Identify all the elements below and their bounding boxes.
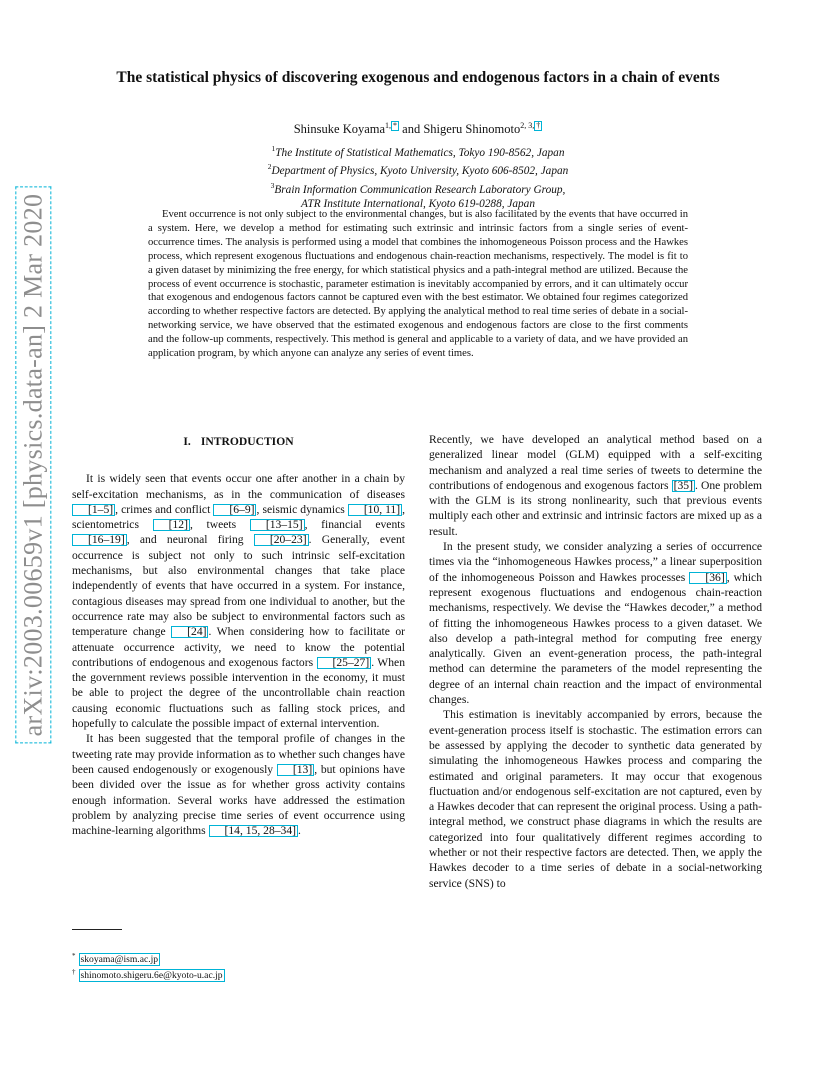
email-link[interactable]: shinomoto.shigeru.6e@kyoto-u.ac.jp — [80, 970, 223, 982]
paper-title: The statistical physics of discovering exogenous and endogenous factors in a chain of events — [116, 69, 720, 86]
citation-link[interactable]: [13–15] — [250, 519, 305, 531]
arxiv-identifier: arXiv:2003.00659v1 [physics.data-an] 2 Mar 2020 — [15, 187, 51, 744]
footnote-link[interactable]: * — [393, 121, 398, 130]
arxiv-identifier-stamp — [4, 193, 62, 737]
citation-link[interactable]: [10, 11] — [348, 504, 402, 516]
author-name: Shigeru Shinomoto — [423, 122, 521, 137]
citation-link[interactable]: [1–5] — [72, 504, 115, 516]
footnotes — [72, 950, 405, 982]
paragraph: In the present study, we consider analyzing a series of occurrence times via the “inhomogeneous Hawkes process,” a linear superposition of the inhomogeneous Poisson and Hawkes processes [36] , which represent exogenous fluctuations and endogenous chain-reaction mechanisms, respectively. We devise the “Hawkes decoder,” a method of fitting the inhomogeneous Hawkes process to a given dataset. We also develop a path-integral method for computing free energy analytically. Given an event-generation process, the path-integral method can determine the parameters of the model representing the degree of an internal chain reaction and the impact of environmental changes. — [429, 540, 762, 707]
left-column — [72, 432, 405, 838]
author-affil-sup: 1, — [385, 121, 392, 130]
citation-link[interactable]: [35] — [673, 478, 693, 492]
author-name: Shinsuke Koyama — [293, 122, 386, 137]
citation-link[interactable]: [24] — [171, 626, 208, 638]
citation-link[interactable]: [36] — [689, 572, 726, 584]
citation-link[interactable]: [16–19] — [72, 534, 127, 546]
abstract: Event occurrence is not only subject to the environmental changes, but is also facilitated by the events that have occurred in a system. Here, we develop a method for estimating such extrinsic and intrinsic factors from a single series of event-occurrence times. The analysis is performed using a model that combines the inhomogeneous Poisson process and the Hawkes process, which represent exogenous fluctuations and endogenous chain-reaction mechanisms, respectively. The model is fit to a given dataset by minimizing the free energy, for which statistical physics and a path-integral method are utilized. Because the process of event occurrence is stochastic, parameter estimation is inevitably accompanied by errors, and it can ultimately occur that exogenous and endogenous factors cannot be captured even with the best estimator. We obtained four regimes categorized according to whether respective factors are detected. By applying the analytical method to real time series of debate in a social-networking service, we have observed that the estimated exogenous and endogenous factors are close to the first comments and the follow-up comments, respectively. This method is general and applicable to a variety of data, and we have provided an application program, by which anyone can analyze any series of event times. — [148, 209, 688, 360]
right-column — [429, 432, 762, 891]
footnote-2: † shinomoto.shigeru.6e@kyoto-u.ac.jp — [72, 968, 223, 982]
paragraph: This estimation is inevitably accompanied by errors, because the event-generation process itself is stochastic. The estimation errors can be assessed by applying the decoder to synthetic data generated by simulating the inhomogeneous Hawkes process and comparing the estimated and original parameters. It may occur that exogenous fluctuation and/or endogenous self-excitation are not captured, even by a Hawkes decoder that can represent the original process. Using a path-integral method, we construct phase diagrams in which the results are categorized into four qualitatively different regimes according to whether or not their respective factors are detected. Then, we apply the Hawkes decoder to a time series of debate in a social-networking service (SNS) to — [429, 708, 762, 890]
footnote-link[interactable]: † — [536, 121, 541, 130]
citation-link[interactable]: [20–23] — [254, 534, 309, 546]
section-title: INTRODUCTION — [200, 435, 294, 448]
citation-link[interactable]: [13] — [277, 764, 314, 776]
citation-link[interactable]: [6–9] — [213, 504, 256, 516]
footnote-1: * skoyama@ism.ac.jp — [72, 952, 159, 966]
citation-link[interactable]: [12] — [153, 519, 190, 531]
paragraph: It has been suggested that the temporal profile of changes in the tweeting rate may provide information as to whether such changes have been caused endogenously or exogenously [13] , but opinions have been divided over the issue as for whether gross activity contains enough information. Several works have addressed the estimation problem by analyzing precise time series of event occurrence using machine-learning algorithms [14, 15, 28–34] . — [72, 732, 405, 838]
email-link[interactable]: skoyama@ism.ac.jp — [80, 954, 159, 966]
affiliations — [80, 142, 756, 211]
section-heading — [72, 434, 405, 449]
author-line — [80, 121, 756, 137]
citation-link[interactable]: [25–27] — [317, 657, 372, 669]
section-number: I. — [183, 435, 191, 448]
citation-link[interactable]: [14, 15, 28–34] — [209, 825, 299, 837]
author-conjunction: and — [399, 122, 424, 137]
affiliation-3: $^3$Brain Information Communication Research Laboratory Group, — [270, 180, 566, 196]
affiliation-3-line-2: ATR Institute International, Kyoto 619-0288, Japan — [301, 197, 535, 210]
affiliation-2: $^2$Department of Physics, Kyoto University, Kyoto 606-8502, Japan — [267, 162, 569, 178]
affiliation-1: $^1$The Institute of Statistical Mathematics, Tokyo 190-8562, Japan — [271, 144, 565, 159]
paragraph: Recently, we have developed an analytical method based on a generalized linear model (GLM) equipped with a self-exciting mechanism and analyzed a real time series of tweets to determine the contributions of endogenous and exogenous factors [35] . One problem with the GLM is its strong nonlinearity, such that previous events multiply each other and extrinsic and intrinsic factors are mixed up as a result. — [429, 433, 762, 538]
author-affil-sup: 2, 3, — [520, 121, 535, 130]
footnote-rule — [72, 929, 122, 930]
paragraph: It is widely seen that events occur one after another in a chain by self-excitation mechanisms, as in the communication of diseases [1–5] , crimes and conflict [6–9] , seismic dynamics [10, 11] , scientometrics [12] , tweets [13–15] , financial events [16–19] , and neuronal firing [20–23] . Generally, event occurrence is subject not only to such intrinsic self-excitation mechanisms, but also environmental changes that take place independently of events that have occurred in a system. For instance, contagious diseases may spread from one individual to another, but the occurrence rate may also be subject to environmental factors such as temperature change [24] . When considering how to facilitate or attenuate occurrence activity, we need to know the potential contributions of endogenous and exogenous factors [25–27] . When the government reviews possible intervention in the economy, it must be able to project the degree of the uncontrollable chain reaction causing economic fluctuations such as falling stock prices, and hopefully to calculate the possible impact of external intervention. — [72, 472, 406, 731]
